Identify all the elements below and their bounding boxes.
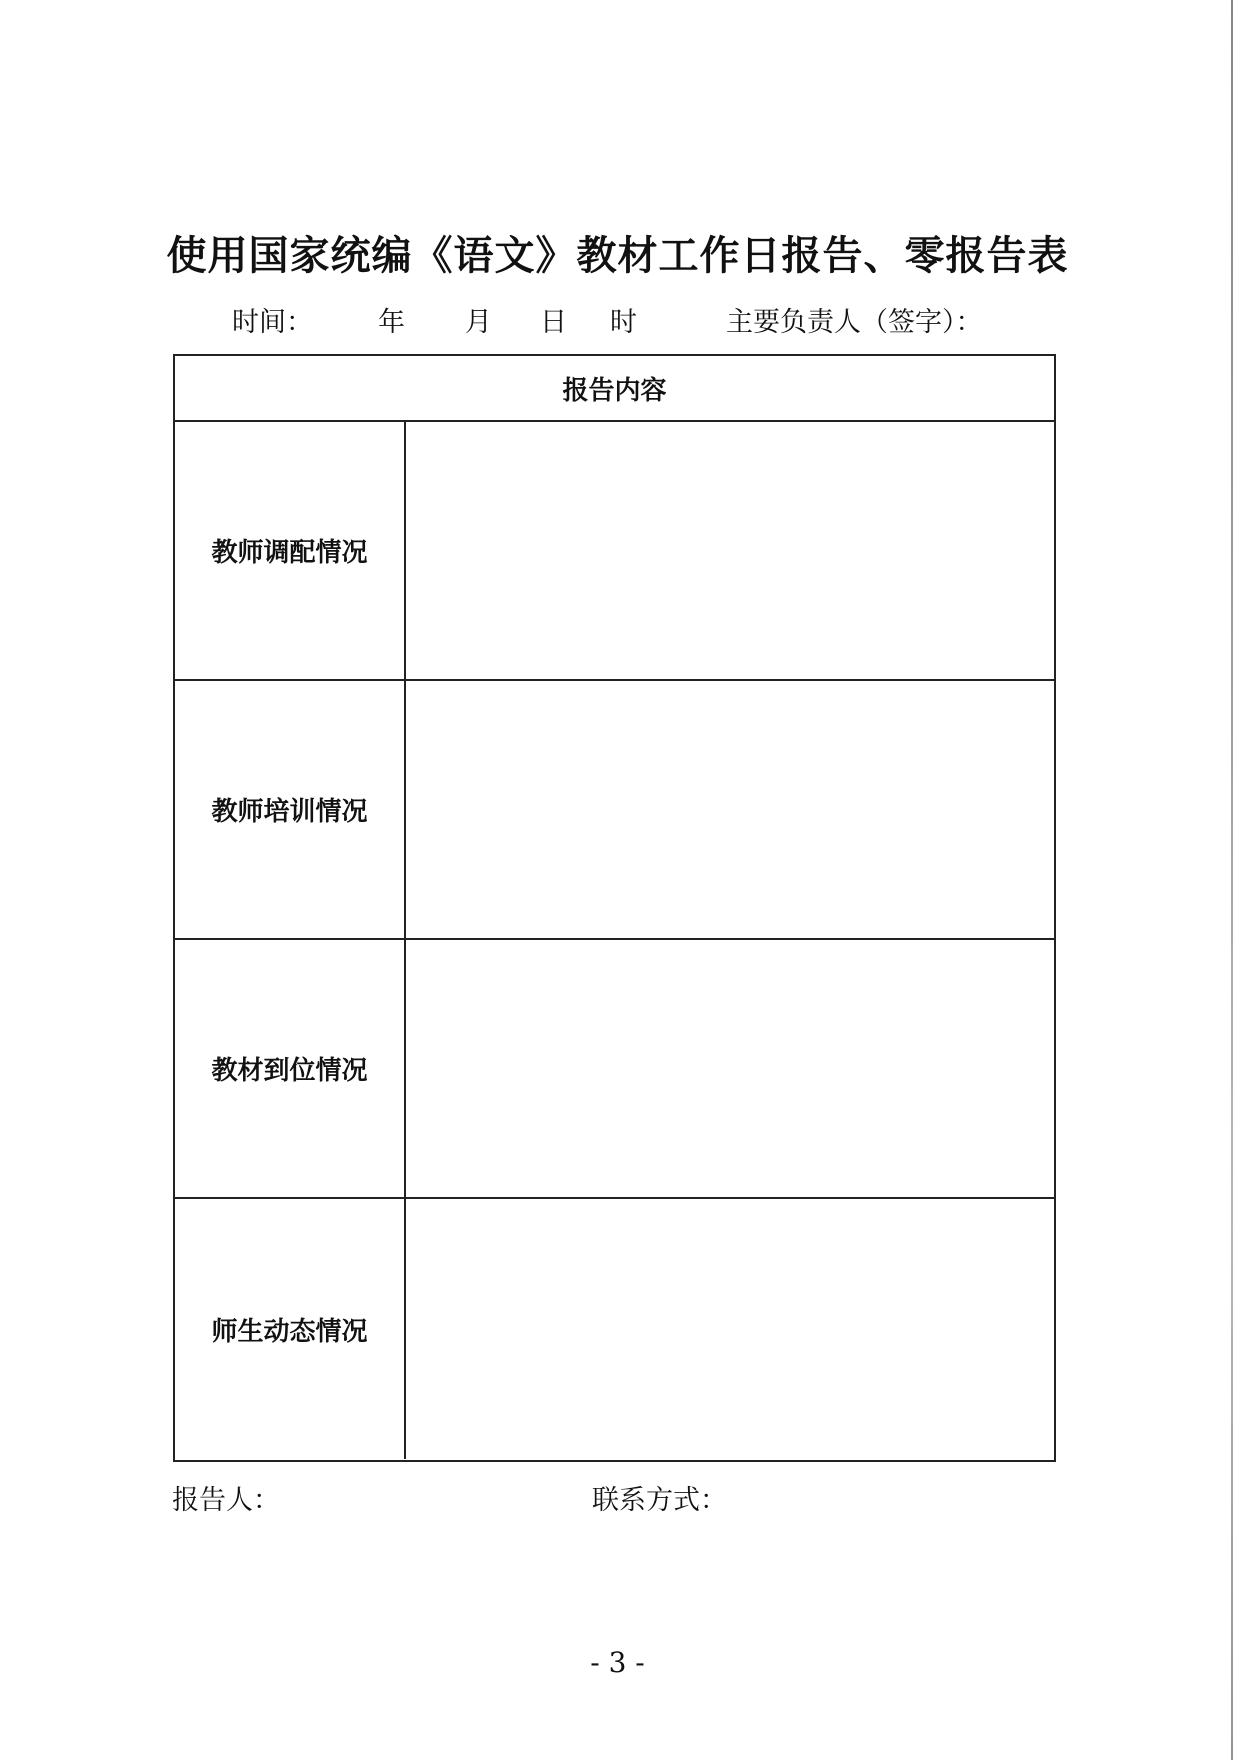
month-label: 月 [465, 307, 492, 338]
row-label-teacher-student-status: 师生动态情况 [175, 1199, 406, 1459]
table-row [175, 940, 1054, 1199]
table-row [175, 422, 1054, 681]
row-content-teacher-student-status[interactable] [406, 1199, 1054, 1459]
contact-label: 联系方式： [592, 1485, 727, 1516]
footer-line [0, 1478, 1235, 1518]
reporter-label: 报告人： [172, 1485, 280, 1516]
hour-label: 时 [610, 307, 637, 338]
day-label: 日 [540, 307, 567, 338]
responsible-signature-label: 主要负责人（签字）： [726, 307, 983, 338]
year-label: 年 [378, 307, 405, 338]
page-number: - 3 - [590, 1646, 645, 1679]
table-row [175, 1199, 1054, 1459]
table-header: 报告内容 [175, 356, 1054, 422]
row-label-textbook-delivery: 教材到位情况 [175, 940, 406, 1197]
row-label-teacher-allocation: 教师调配情况 [175, 422, 406, 679]
row-content-teacher-allocation[interactable] [406, 422, 1054, 679]
row-content-teacher-training[interactable] [406, 681, 1054, 938]
row-label-teacher-training: 教师培训情况 [175, 681, 406, 938]
table-row [175, 681, 1054, 940]
report-table [173, 354, 1056, 1462]
time-label: 时间： [232, 307, 313, 338]
row-content-textbook-delivery[interactable] [406, 940, 1054, 1197]
meta-line [0, 300, 1235, 340]
page-title: 使用国家统编《语文》教材工作日报告、零报告表 [166, 233, 1069, 279]
